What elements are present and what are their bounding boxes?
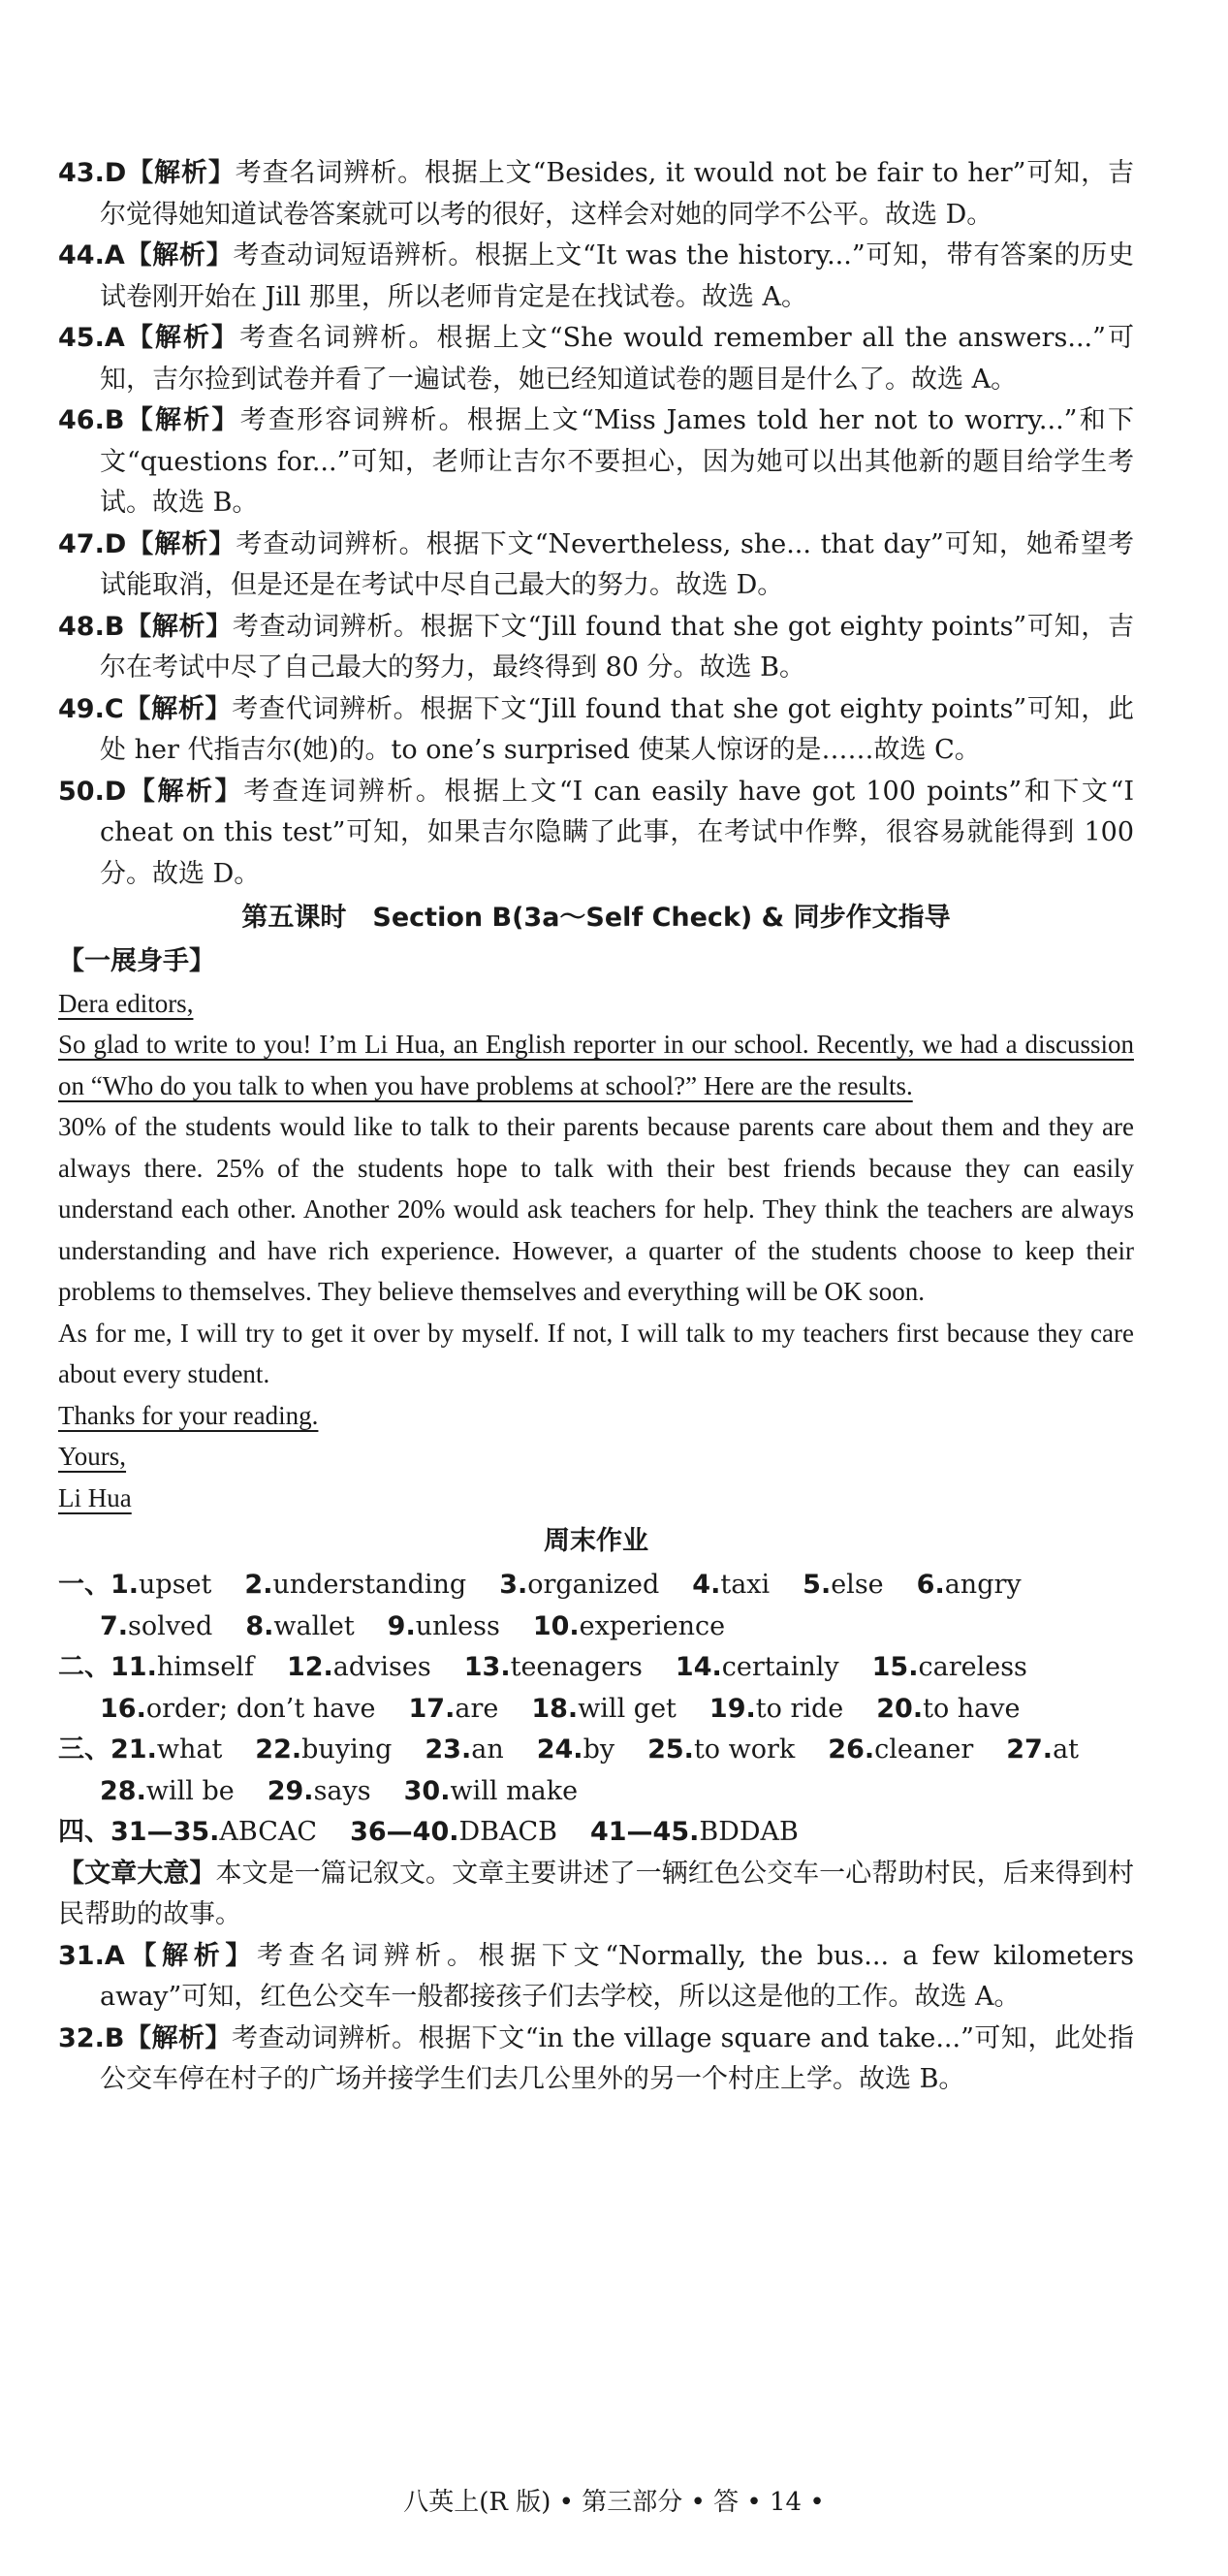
- fill-answer-word: by: [583, 1734, 615, 1765]
- fill-answer-number: 19.: [708, 1693, 756, 1724]
- fill-answer-row: [58, 1730, 1134, 1771]
- essay-intro: So glad to write to you! I’m Li Hua, an English reporter in our school. Recently, we had a discussion on “Who do you talk to when you have problems at school?” Here are the results.: [58, 1030, 1134, 1100]
- fill-answer-word: angry: [944, 1570, 1022, 1600]
- fill-answer: [692, 1565, 770, 1606]
- fill-answer-number: 28.: [100, 1775, 146, 1806]
- answer-explanation: 考查代词辨析。根据下文“Jill found that she got eighty points”可知，此处 her 代指吉尔(她)的。to one’s surprised 使某人惊讶的是……故选 C。: [100, 693, 1135, 765]
- answer-letter: A: [104, 240, 125, 270]
- row-prefix: 二、: [58, 1652, 110, 1682]
- answer-explanation: 考查形容词辨析。根据上文“Miss James told her not to worry...”和下文“questions for...”可知，老师让吉尔不要担心，因为她可以出其他新的题目给学生考试。故选 B。: [100, 405, 1134, 518]
- fill-answer-number: 1.: [110, 1570, 140, 1600]
- fill-answer: [110, 1647, 254, 1689]
- answer-letter: D: [104, 528, 127, 559]
- fill-answer: [917, 1565, 1022, 1606]
- answer-number: 48.: [58, 611, 105, 642]
- fill-answer-word: at: [1053, 1734, 1080, 1765]
- fill-answer-number: 22.: [255, 1734, 302, 1765]
- fill-answer-number: 6.: [916, 1570, 945, 1600]
- fill-answer-number: 11.: [110, 1652, 157, 1682]
- fill-answer-number: 31—35.: [110, 1817, 220, 1847]
- answer-letter: A: [104, 323, 125, 353]
- fill-answer-number: 3.: [499, 1570, 528, 1600]
- answer-tag: 【解析】: [126, 528, 236, 559]
- fill-answer-row: [58, 1606, 1134, 1648]
- fill-answer-number: 14.: [675, 1652, 722, 1682]
- weekend-heading: 周末作业: [544, 1526, 648, 1556]
- fill-answer-row: [58, 1812, 1134, 1854]
- answer-item: [58, 525, 1134, 607]
- fill-answer-number: 5.: [803, 1570, 832, 1600]
- answer-number: 50.: [58, 776, 105, 807]
- fill-answer-word: to have: [923, 1693, 1021, 1724]
- answer-explanation: 考查动词辨析。根据下文“Jill found that she got eighty points”可知，吉尔在考试中尽了自己最大的努力，最终得到 80 分。故选 B。: [100, 611, 1134, 683]
- show-label: 【一展身手】: [58, 946, 215, 976]
- fill-answer-number: 26.: [828, 1734, 875, 1765]
- fill-answer-number: 36—40.: [350, 1817, 459, 1847]
- fill-answer: [388, 1606, 500, 1648]
- page-footer: 八英上(R 版) • 第三部分 • 答 • 14 •: [403, 2488, 825, 2517]
- fill-answer: [100, 1689, 376, 1731]
- fill-answer-number: 4.: [692, 1570, 721, 1600]
- fill-answer: [537, 1730, 614, 1771]
- answer-number: 46.: [58, 405, 105, 435]
- fill-answer-row: [58, 1689, 1134, 1731]
- answer-letter: D: [104, 158, 127, 188]
- fill-answer-number: 23.: [425, 1734, 472, 1765]
- answer-item: [58, 400, 1134, 525]
- fill-answer-word: wallet: [273, 1610, 355, 1641]
- answer-number: 47.: [58, 528, 105, 559]
- section-heading: 第五课时 Section B(3a～Self Check) & 同步作文指导: [241, 903, 951, 933]
- fill-answer-word: will get: [578, 1693, 677, 1724]
- fill-answer-word: buying: [301, 1734, 393, 1765]
- fill-answer: [100, 1771, 235, 1813]
- essay-thanks: Thanks for your reading.: [58, 1400, 319, 1430]
- summary-tag: 【文章大意】: [58, 1858, 216, 1889]
- answer-item: [58, 2019, 1134, 2101]
- fill-answer-number: 2.: [244, 1570, 273, 1600]
- fill-answer-number: 8.: [245, 1610, 274, 1641]
- fill-answer-number: 16.: [100, 1693, 146, 1724]
- fill-answer-word: organized: [527, 1570, 660, 1600]
- answer-number: 32.: [58, 2022, 105, 2053]
- fill-answer: [100, 1606, 212, 1648]
- fill-answer: [828, 1730, 973, 1771]
- fill-answer: [404, 1771, 578, 1813]
- answer-letter: B: [104, 2022, 125, 2053]
- fill-answer-word: unless: [415, 1610, 500, 1641]
- fill-answer: [872, 1647, 1027, 1689]
- fill-answer-word: himself: [156, 1652, 254, 1682]
- answer-number: 31.: [58, 1940, 105, 1971]
- fill-answer-number: 9.: [387, 1610, 416, 1641]
- fill-answer-word: solved: [128, 1610, 213, 1641]
- summary-text: 本文是一篇记叙文。文章主要讲述了一辆红色公交车一心帮助村民，后来得到村民帮助的故事。: [58, 1858, 1135, 1929]
- fill-answer-word: to ride: [755, 1693, 844, 1724]
- fill-answer-rows: [58, 1565, 1134, 1854]
- row-prefix: 三、: [58, 1734, 110, 1765]
- answer-item: [58, 689, 1134, 772]
- answer-letter: C: [104, 693, 124, 724]
- fill-answer: [531, 1689, 677, 1731]
- fill-answer: [244, 1565, 466, 1606]
- answer-tag: 【解析】: [124, 240, 234, 270]
- fill-answer-word: to work: [693, 1734, 796, 1765]
- answer-tag: 【解析】: [124, 611, 233, 642]
- answer-number: 49.: [58, 693, 105, 724]
- fill-answer-word: experience: [579, 1610, 726, 1641]
- fill-answer: [425, 1730, 503, 1771]
- answer-letter: D: [104, 776, 127, 807]
- fill-answer-row: [58, 1647, 1134, 1689]
- fill-answer-word: says: [313, 1775, 371, 1806]
- answer-tag: 【解析】: [124, 1940, 258, 1971]
- fill-answer: [803, 1565, 884, 1606]
- fill-answer-word: will be: [145, 1775, 235, 1806]
- fill-answer: [245, 1606, 354, 1648]
- fill-answer: [499, 1565, 659, 1606]
- fill-answer-row: [58, 1565, 1134, 1606]
- fill-answer-word: are: [455, 1693, 499, 1724]
- fill-answer-word: upset: [139, 1570, 212, 1600]
- answer-item: [58, 1936, 1134, 2019]
- fill-answer-number: 24.: [536, 1734, 583, 1765]
- fill-answer-word: advises: [332, 1652, 431, 1682]
- fill-answer-word: DBACB: [458, 1817, 557, 1847]
- fill-answer-number: 21.: [110, 1734, 157, 1765]
- fill-answer-word: BDDAB: [699, 1817, 799, 1847]
- essay-closing: Yours,: [58, 1442, 127, 1471]
- answer-item: [58, 772, 1134, 896]
- fill-answer-number: 18.: [531, 1693, 579, 1724]
- fill-answer: [255, 1730, 392, 1771]
- fill-answer: [287, 1647, 431, 1689]
- answer-explanation: 考查动词短语辨析。根据上文“It was the history...”可知，带有答案的历史试卷刚开始在 Jill 那里，所以老师肯定是在找试卷。故选 A。: [100, 240, 1135, 312]
- fill-answer-word: ABCAC: [219, 1817, 318, 1847]
- fill-answer: [533, 1606, 725, 1648]
- answer-tag: 【解析】: [124, 2022, 233, 2053]
- fill-answer-word: else: [831, 1570, 884, 1600]
- essay-greeting: Dera editors,: [58, 988, 194, 1018]
- fill-answer-word: an: [471, 1734, 504, 1765]
- fill-answer-number: 29.: [267, 1775, 314, 1806]
- fill-answer: [110, 1565, 211, 1606]
- fill-answer-number: 10.: [532, 1610, 580, 1641]
- answer-item: [58, 153, 1134, 236]
- fill-answer-word: teenagers: [510, 1652, 643, 1682]
- fill-answer-row: [58, 1771, 1134, 1813]
- answer-tag: 【解析】: [124, 405, 240, 435]
- essay-signature: Li Hua: [58, 1482, 132, 1512]
- row-prefix: 四、: [58, 1817, 110, 1847]
- fill-answer: [590, 1812, 799, 1854]
- fill-answer-number: 25.: [647, 1734, 694, 1765]
- fill-answer-number: 13.: [463, 1652, 511, 1682]
- answer-list-bottom: [58, 1936, 1134, 2101]
- row-prefix: 一、: [58, 1570, 110, 1600]
- answer-item: [58, 607, 1134, 689]
- essay-body: 30% of the students would like to talk to their parents because parents care about them and they are always there. 25% of the students hope to talk with their best friends because they can easily understand each other. Another 20% would ask teachers for help. They think the teachers are always understanding and have rich experience. However, a quarter of the students choose to keep their problems to themselves. They believe themselves and everything will be OK soon.: [58, 1112, 1134, 1306]
- fill-answer-word: what: [156, 1734, 223, 1765]
- fill-answer-number: 17.: [408, 1693, 456, 1724]
- fill-answer-word: order; don’t have: [145, 1693, 376, 1724]
- fill-answer-word: will make: [450, 1775, 579, 1806]
- answer-number: 43.: [58, 158, 105, 188]
- answer-explanation: 考查名词辨析。根据下文“Normally, the bus... a few kilometers away”可知，红色公交车一般都接孩子们去学校，所以这是他的工作。故选 A。: [100, 1940, 1134, 2012]
- essay-opinion: As for me, I will try to get it over by myself. If not, I will talk to my teachers first because they care about every student.: [58, 1318, 1134, 1388]
- answer-letter: A: [104, 1940, 125, 1971]
- model-essay: [58, 983, 1134, 1519]
- fill-answer-word: cleaner: [874, 1734, 974, 1765]
- answer-tag: 【解析】: [126, 158, 236, 188]
- answer-letter: B: [104, 611, 125, 642]
- article-summary: [58, 1854, 1134, 1936]
- fill-answer-number: 20.: [876, 1693, 924, 1724]
- answer-list-top: [58, 153, 1134, 895]
- answer-explanation: 考查动词辨析。根据下文“Nevertheless, she... that day”可知，她希望考试能取消，但是还是在考试中尽自己最大的努力。故选 D。: [100, 528, 1135, 600]
- answer-number: 45.: [58, 323, 105, 353]
- fill-answer: [350, 1812, 557, 1854]
- answer-item: [58, 318, 1134, 400]
- answer-tag: 【解析】: [124, 323, 240, 353]
- fill-answer-number: 30.: [403, 1775, 451, 1806]
- answer-number: 44.: [58, 240, 105, 270]
- answer-explanation: 考查连词辨析。根据上文“I can easily have got 100 points”和下文“I cheat on this test”可知，如果吉尔隐瞒了此事，在考试中作弊，很容易就能得到 100 分。故选 D。: [100, 776, 1134, 889]
- fill-answer: [709, 1689, 843, 1731]
- fill-answer: [647, 1730, 795, 1771]
- fill-answer-word: understanding: [272, 1570, 467, 1600]
- fill-answer: [409, 1689, 499, 1731]
- answer-tag: 【解析】: [126, 776, 244, 807]
- answer-explanation: 考查名词辨析。根据上文“Besides, it would not be fair to her”可知，吉尔觉得她知道试卷答案就可以考的很好，这样会对她的同学不公平。故选 D。: [100, 158, 1135, 230]
- fill-answer: [110, 1730, 222, 1771]
- answer-tag: 【解析】: [123, 693, 233, 724]
- fill-answer: [676, 1647, 839, 1689]
- fill-answer-number: 12.: [286, 1652, 333, 1682]
- answer-letter: B: [104, 405, 125, 435]
- fill-answer-number: 15.: [871, 1652, 919, 1682]
- fill-answer: [1006, 1730, 1079, 1771]
- answer-item: [58, 236, 1134, 318]
- fill-answer-number: 7.: [100, 1610, 129, 1641]
- fill-answer-word: careless: [918, 1652, 1027, 1682]
- fill-answer: [876, 1689, 1020, 1731]
- page-content: [58, 153, 1134, 2101]
- fill-answer: [464, 1647, 643, 1689]
- fill-answer-number: 41—45.: [589, 1817, 700, 1847]
- fill-answer-word: taxi: [720, 1570, 771, 1600]
- answer-explanation: 考查动词辨析。根据下文“in the village square and take...”可知，此处指公交车停在村子的广场并接学生们去几公里外的另一个村庄上学。故选 B。: [100, 2022, 1134, 2094]
- fill-answer-number: 27.: [1006, 1734, 1054, 1765]
- fill-answer: [110, 1812, 317, 1854]
- answer-explanation: 考查名词辨析。根据上文“She would remember all the answers...”可知，吉尔捡到试卷并看了一遍试卷，她已经知道试卷的题目是什么了。故选 A。: [100, 323, 1134, 395]
- fill-answer: [268, 1771, 371, 1813]
- fill-answer-word: certainly: [721, 1652, 839, 1682]
